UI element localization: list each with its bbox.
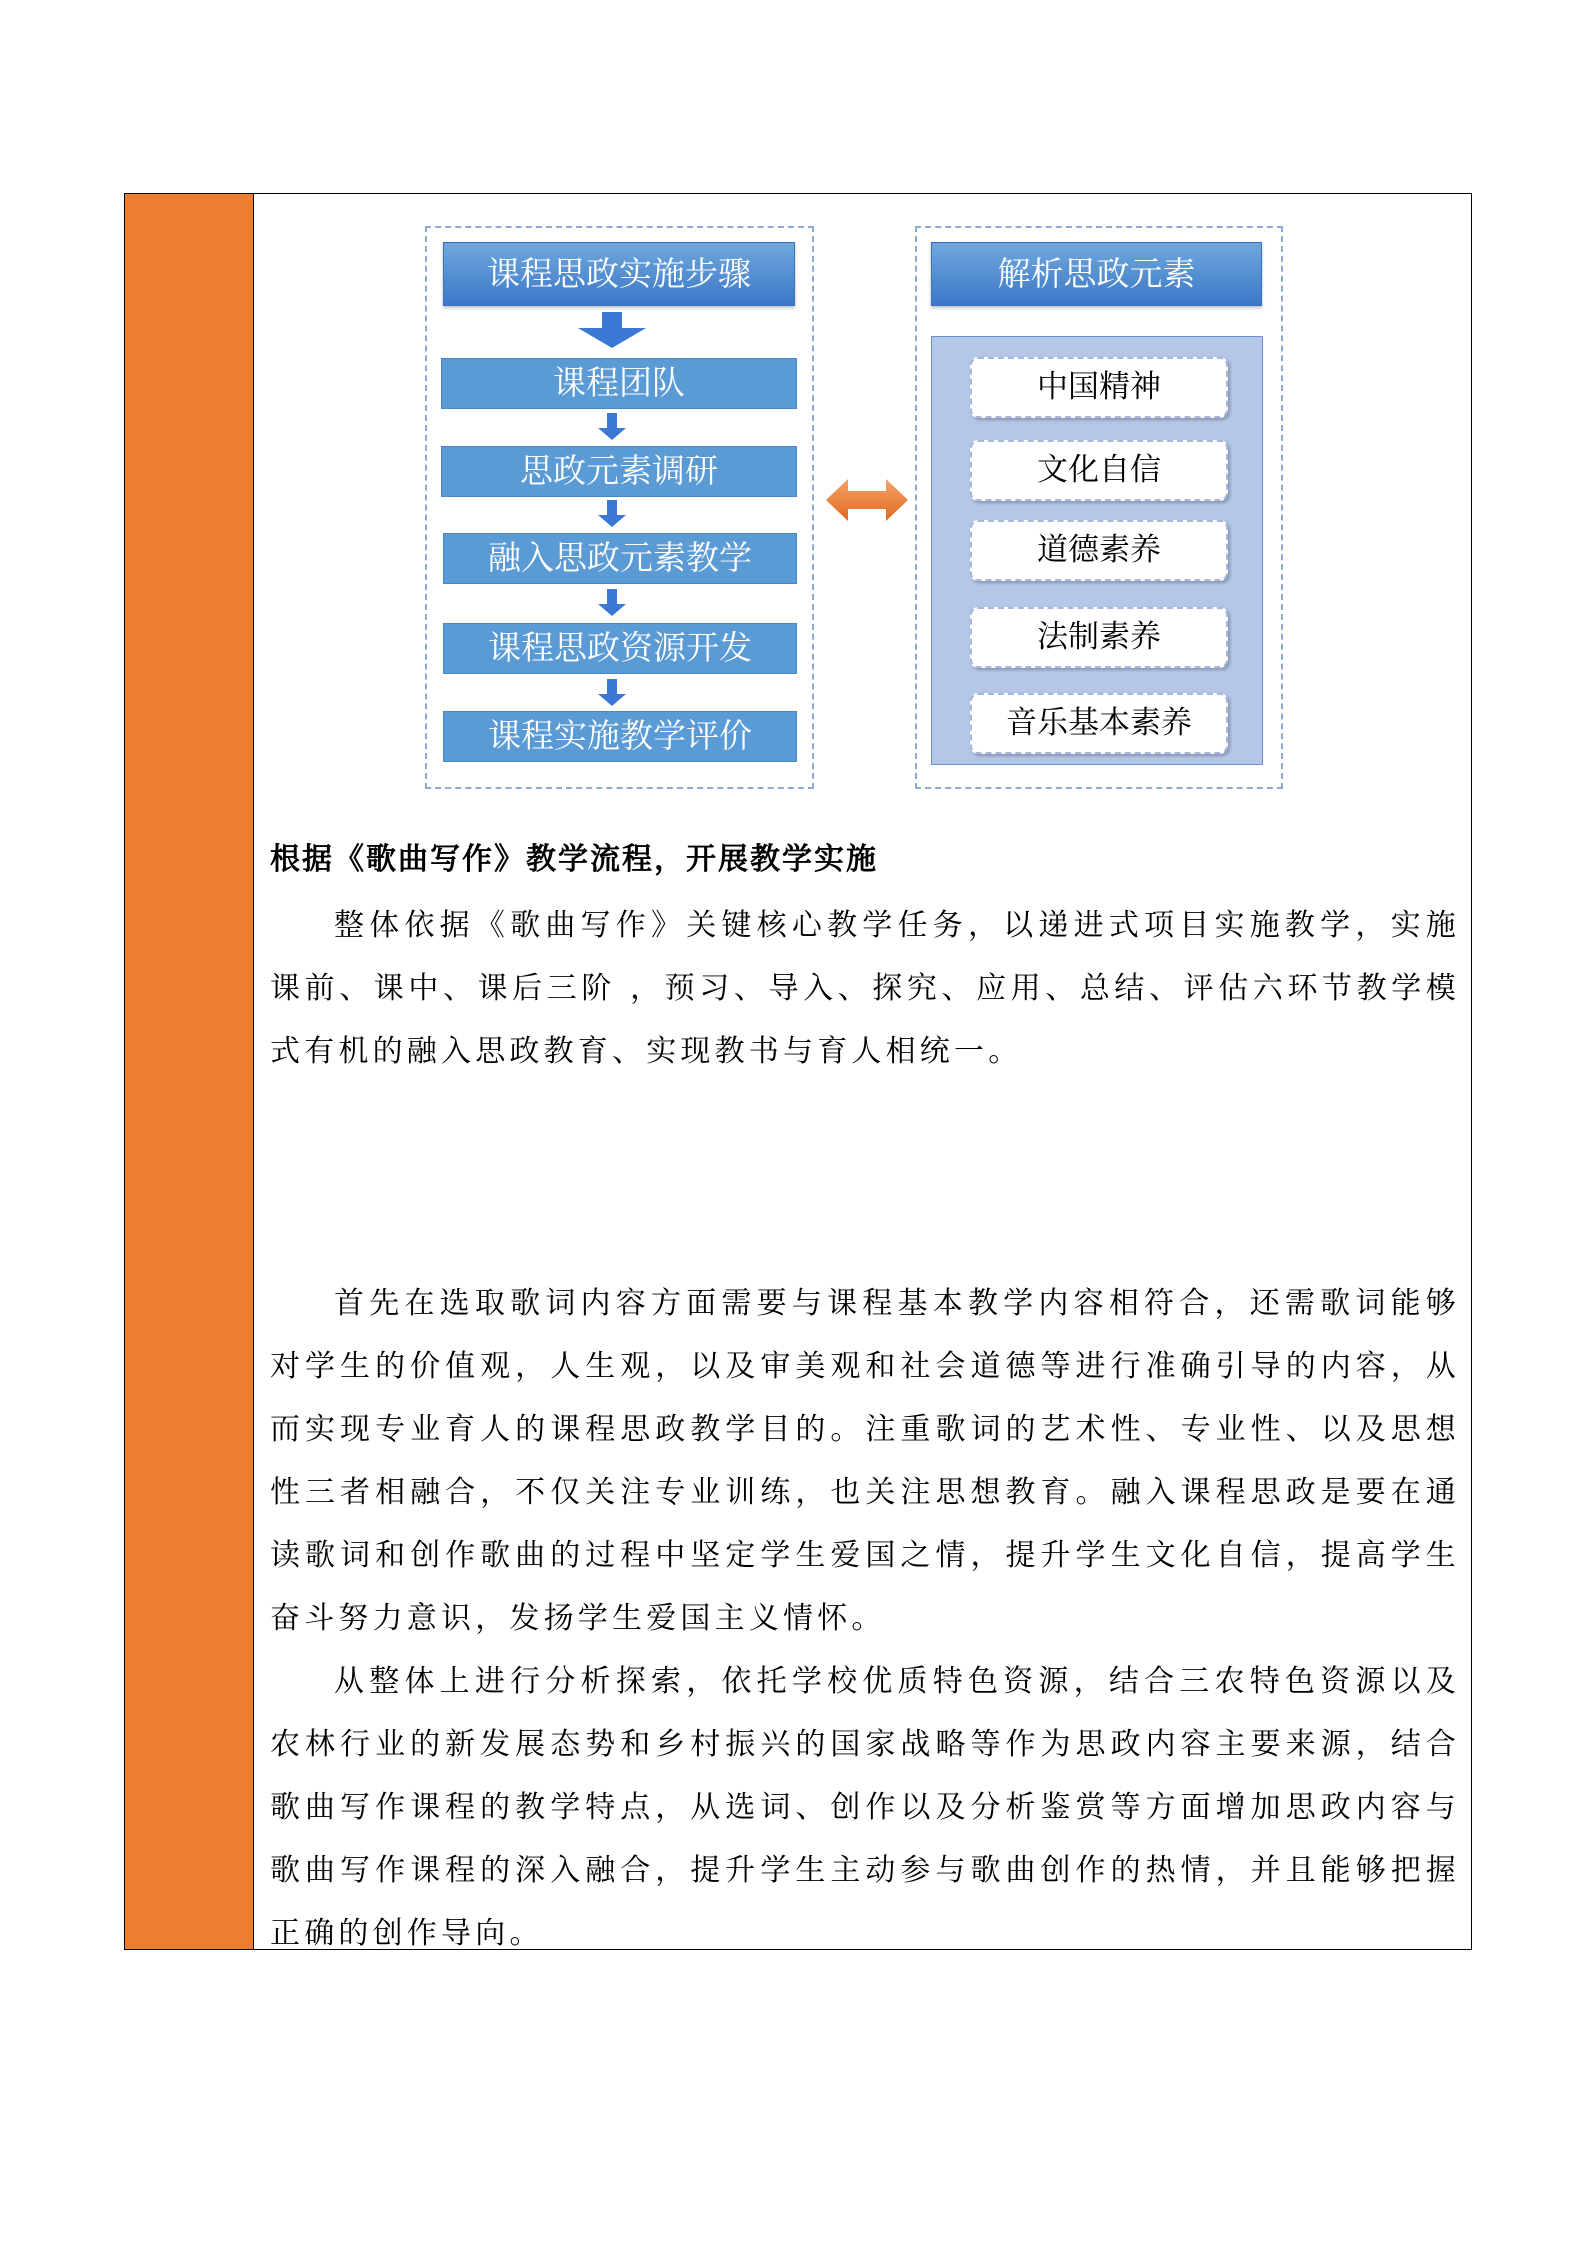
arrow-down-icon <box>598 515 626 527</box>
step-course-team: 课程团队 <box>441 358 797 409</box>
steps-header: 课程思政实施步骤 <box>443 242 795 306</box>
element-music-literacy: 音乐基本素养 <box>970 693 1228 754</box>
paragraph-2: 首先在选取歌词内容方面需要与课程基本教学内容相符合，还需歌词能够对学生的价值观，人生观，以及审美观和社会道德等进行准确引导的内容，从而实现专业育人的课程思政教学目的。注重歌词的艺术性、专业性、以及思想性三者相融合，不仅关注专业训练，也关注思想教育。融入课程思政是要在通读歌词和创作歌曲的过程中坚定学生爱国之情，提升学生文化自信，提高学生奋斗努力意识，发扬学生爱国主义情怀。 <box>270 1286 1460 1636</box>
step-teaching-evaluation: 课程实施教学评价 <box>443 711 797 762</box>
implementation-steps-panel <box>425 226 814 789</box>
element-chinese-spirit: 中国精神 <box>970 357 1228 418</box>
section-heading: 根据《歌曲写作》教学流程，开展教学实施 <box>270 842 878 877</box>
element-legal-literacy: 法制素养 <box>970 607 1228 668</box>
step-integrate-teaching: 融入思政元素教学 <box>443 533 797 584</box>
elements-header: 解析思政元素 <box>931 242 1262 306</box>
arrow-down-icon <box>598 428 626 440</box>
arrow-down-icon <box>598 604 626 616</box>
paragraph-3: 从整体上进行分析探索，依托学校优质特色资源，结合三农特色资源以及农林行业的新发展态势和乡村振兴的国家战略等作为思政内容主要来源，结合歌曲写作课程的教学特点，从选词、创作以及分析鉴赏等方面增加思政内容与歌曲写作课程的深入融合，提升学生主动参与歌曲创作的热情，并且能够把握正确的创作导向。 <box>270 1664 1460 1951</box>
content-table <box>124 193 1472 1950</box>
paragraph-1: 整体依据《歌曲写作》关键核心教学任务，以递进式项目实施教学，实施课前、课中、课后三阶 ，预习、导入、探究、应用、总结、评估六环节教学模式有机的融入思政教育、实现教书与育人相统一。 <box>270 908 1460 1069</box>
arrow-down-icon <box>607 679 617 695</box>
element-cultural-confidence: 文化自信 <box>970 440 1228 501</box>
arrow-down-icon <box>607 413 617 429</box>
arrow-down-icon <box>598 694 626 706</box>
step-element-research: 思政元素调研 <box>441 446 797 497</box>
arrow-down-icon <box>578 328 646 348</box>
arrow-down-icon <box>607 589 617 605</box>
elements-list <box>931 336 1263 765</box>
ideological-elements-panel <box>915 226 1283 789</box>
arrow-down-icon <box>607 500 617 516</box>
element-moral-literacy: 道德素养 <box>970 520 1228 581</box>
step-resource-development: 课程思政资源开发 <box>443 623 797 674</box>
orange-sidebar-cell <box>125 194 254 1949</box>
double-arrow-icon <box>826 477 908 523</box>
